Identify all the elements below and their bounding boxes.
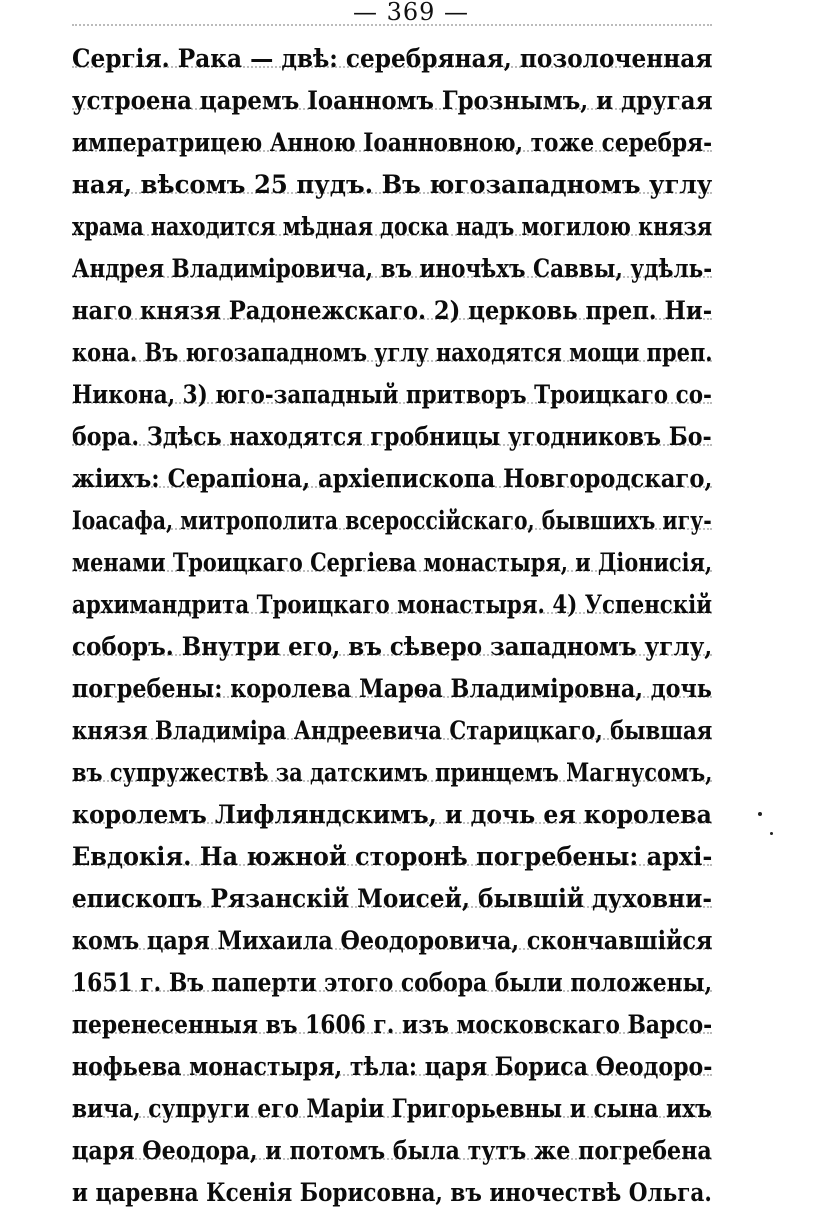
text-line: Сергія. Рака — двѣ: серебряная, позолоченная — [72, 44, 713, 73]
text-line: и царевна Ксенія Борисовна, въ иночествѣ Ольга. — [72, 1178, 712, 1207]
text-line: наго князя Радонежскаго. 2) церковь преп. Ни- — [72, 296, 713, 325]
text-line: храма находится мѣдная доска надъ могилою князя — [72, 212, 713, 241]
text-line: комъ царя Михаила Ѳеодоровича, скончавшійся — [72, 926, 713, 955]
text-line: Евдокія. На южной сторонѣ погребены: архі- — [72, 842, 713, 871]
text-line: ная, вѣсомъ 25 пудъ. Въ югозападномъ углу — [72, 170, 713, 199]
text-line: вича, супруги его Маріи Григорьевны и сына ихъ — [72, 1094, 712, 1123]
text-line: Іоасафа, митрополита всероссійскаго, бывшихъ игу- — [72, 506, 712, 535]
text-line: жіихъ: Серапіона, архіепископа Новгородскаго, — [72, 464, 713, 493]
text-line: Никона, 3) юго-западный притворъ Троицкаго со- — [72, 380, 712, 409]
body-text — [72, 38, 712, 1214]
text-line: перенесенныя въ 1606 г. изъ московскаго Варсо- — [72, 1010, 713, 1039]
page-number: — 369 — — [352, 0, 470, 26]
text-line: царя Ѳеодора, и потомъ была тутъ же погребена — [72, 1136, 712, 1165]
text-line: бора. Здѣсь находятся гробницы угодниковъ Бо- — [72, 422, 712, 451]
ink-speck — [758, 812, 762, 816]
text-line: соборъ. Внутри его, въ сѣверо западномъ углу, — [72, 632, 713, 661]
text-line: 1651 г. Въ паперти этого собора были положены, — [72, 968, 713, 997]
text-line: князя Владиміра Андреевича Старицкаго, бывшая — [72, 716, 713, 745]
text-line: погребены: королева Марѳа Владиміровна, дочь — [72, 674, 712, 703]
text-line: императрицею Анною Іоанновною, тоже серебря- — [72, 128, 713, 157]
text-line: въ супружествѣ за датскимъ принцемъ Магнусомъ, — [72, 758, 713, 787]
ink-speck — [770, 832, 773, 835]
text-line: архимандрита Троицкаго монастыря. 4) Успенскій — [72, 590, 713, 619]
text-line: устроена царемъ Іоанномъ Грознымъ, и другая — [72, 86, 713, 115]
text-line: Андрея Владиміровича, въ иночѣхъ Саввы, удѣль- — [72, 254, 713, 283]
text-line: королемъ Лифляндскимъ, и дочь ея королева — [72, 800, 712, 829]
text-line: епископъ Рязанскій Моисей, бывшій духовни- — [72, 884, 712, 913]
text-line: менами Троицкаго Сергіева монастыря, и Діонисія, — [72, 548, 713, 577]
text-line: нофьева монастыря, тѣла: царя Бориса Ѳеодоро- — [72, 1052, 713, 1081]
text-line: кона. Въ югозападномъ углу находятся мощи преп. — [72, 338, 713, 367]
